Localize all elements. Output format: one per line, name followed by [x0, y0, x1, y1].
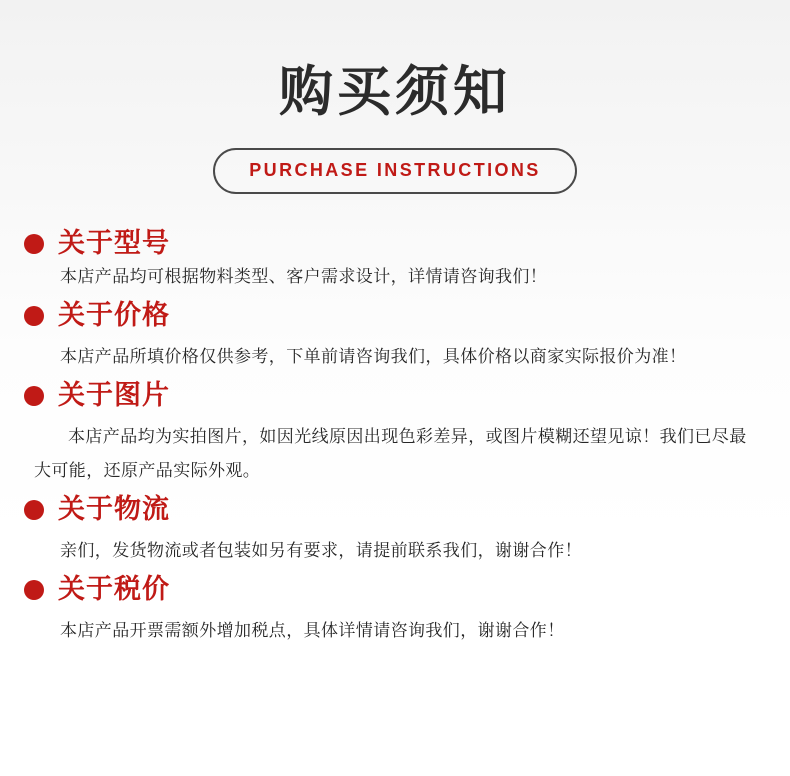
bullet-dot-icon — [24, 234, 44, 254]
section-images — [18, 380, 768, 488]
section-title: 关于价格 — [58, 300, 170, 331]
section-header — [18, 494, 768, 526]
section-header — [18, 300, 768, 332]
section-title: 关于税价 — [58, 574, 170, 605]
subtitle-badge: PURCHASE INSTRUCTIONS — [213, 148, 576, 194]
section-price — [18, 300, 768, 374]
sections-list — [0, 228, 790, 648]
section-header — [18, 228, 768, 260]
section-header — [18, 380, 768, 412]
bullet-dot-icon — [24, 306, 44, 326]
bullet-dot-icon — [24, 580, 44, 600]
bullet-dot-icon — [24, 386, 44, 406]
section-body: 本店产品均可根据物料类型、客户需求设计，详情请咨询我们！ — [60, 267, 548, 286]
section-body: 本店产品开票需额外增加税点，具体详情请咨询我们，谢谢合作！ — [60, 621, 565, 640]
section-title: 关于型号 — [58, 228, 170, 259]
section-model — [18, 228, 768, 294]
section-logistics — [18, 494, 768, 568]
page-title: 购买须知 — [279, 60, 511, 123]
section-body: 本店产品均为实拍图片，如因光线原因出现色彩差异，或图片模糊还望见谅！我们已尽最大可能，还原产品实际外观。 — [34, 427, 747, 480]
section-header — [18, 574, 768, 606]
section-title: 关于图片 — [58, 380, 170, 411]
section-body: 亲们，发货物流或者包装如另有要求，请提前联系我们，谢谢合作！ — [60, 541, 582, 560]
page-header — [0, 0, 790, 194]
bullet-dot-icon — [24, 500, 44, 520]
section-body: 本店产品所填价格仅供参考，下单前请咨询我们，具体价格以商家实际报价为准！ — [60, 347, 687, 366]
section-title: 关于物流 — [58, 494, 170, 525]
subtitle-badge-wrap — [0, 148, 790, 194]
section-tax — [18, 574, 768, 648]
